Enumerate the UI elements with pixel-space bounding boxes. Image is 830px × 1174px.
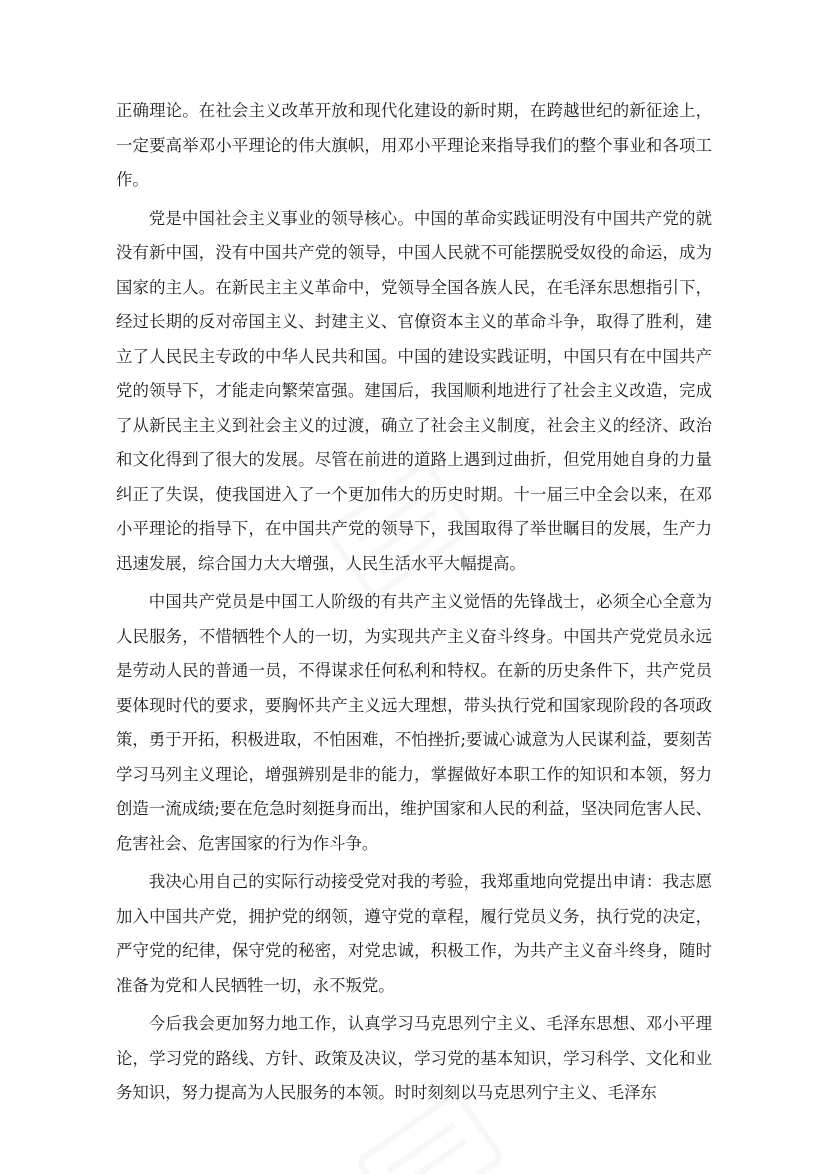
paragraph-party-leadership: 党是中国社会主义事业的领导核心。中国的革命实践证明没有中国共产党的就没有新中国，没有中国共产党的领导，中国人民就不可能摆脱受奴役的命运，成为国家的主人。在新民主主义革命中，党领导全国各族人民，在毛泽东思想指引下，经过长期的反对帝国主义、封建主义、官僚资本主义的革命斗争，取得了胜利，建立了人民民主专政的中华人民共和国。中国的建设实践证明，中国只有在中国共产党的领导下，才能走向繁荣富强。建国后，我国顺利地进行了社会主义改造，完成了从新民主主义到社会主义的过渡，确立了社会主义制度，社会主义的经济、政治和文化得到了很大的发展。尽管在前进的道路上遇到过曲折，但党用她自身的力量纠正了失误，使我国进入了一个更加伟大的历史时期。十一届三中全会以来，在邓小平理论的指导下，在中国共产党的领导下，我国取得了举世瞩目的发展，生产力迅速发展，综合国力大大增强，人民生活水平大幅提高。 bbox=[116, 208, 712, 573]
paragraph-party-member-duty: 中国共产党员是中国工人阶级的有共产主义觉悟的先锋战士，必须全心全意为人民服务，不惜牺牲个人的一切，为实现共产主义奋斗终身。中国共产党党员永远是劳动人民的普通一员，不得谋求任何私利和特权。在新的历史条件下，共产党员要体现时代的要求，要胸怀共产主义远大理想，带头执行党和国家现阶段的各项政策，勇于开拓，积极进取，不怕困难，不怕挫折;要诚心诚意为人民谋利益，要刻苦学习马列主义理论，增强辨别是非的能力，掌握做好本职工作的知识和本领，努力创造一流成绩;要在危急时刻挺身而出，维护国家和人民的利益，坚决同危害人民、危害社会、危害国家的行为作斗争。 bbox=[116, 592, 712, 853]
paragraph-application-pledge: 我决心用自己的实际行动接受党对我的考验，我郑重地向党提出申请：我志愿加入中国共产党，拥护党的纲领，遵守党的章程，履行党员义务，执行党的决定，严守党的纪律，保守党的秘密，对党忠诚，积极工作，为共产主义奋斗终身，随时准备为党和人民牺牲一切，永不叛党。 bbox=[116, 872, 712, 995]
document-body bbox=[116, 94, 712, 1111]
paragraph-continued: 正确理论。在社会主义改革开放和现代化建设的新时期，在跨越世纪的新征途上，一定要高举邓小平理论的伟大旗帜，用邓小平理论来指导我们的整个事业和各项工作。 bbox=[116, 101, 712, 189]
paragraph-future-commitment: 今后我会更加努力地工作，认真学习马克思列宁主义、毛泽东思想、邓小平理论，学习党的路线、方针、政策及决议，学习党的基本知识，学习科学、文化和业务知识，努力提高为人民服务的本领。时时刻刻以马克思列宁主义、毛泽东 bbox=[116, 1014, 712, 1102]
